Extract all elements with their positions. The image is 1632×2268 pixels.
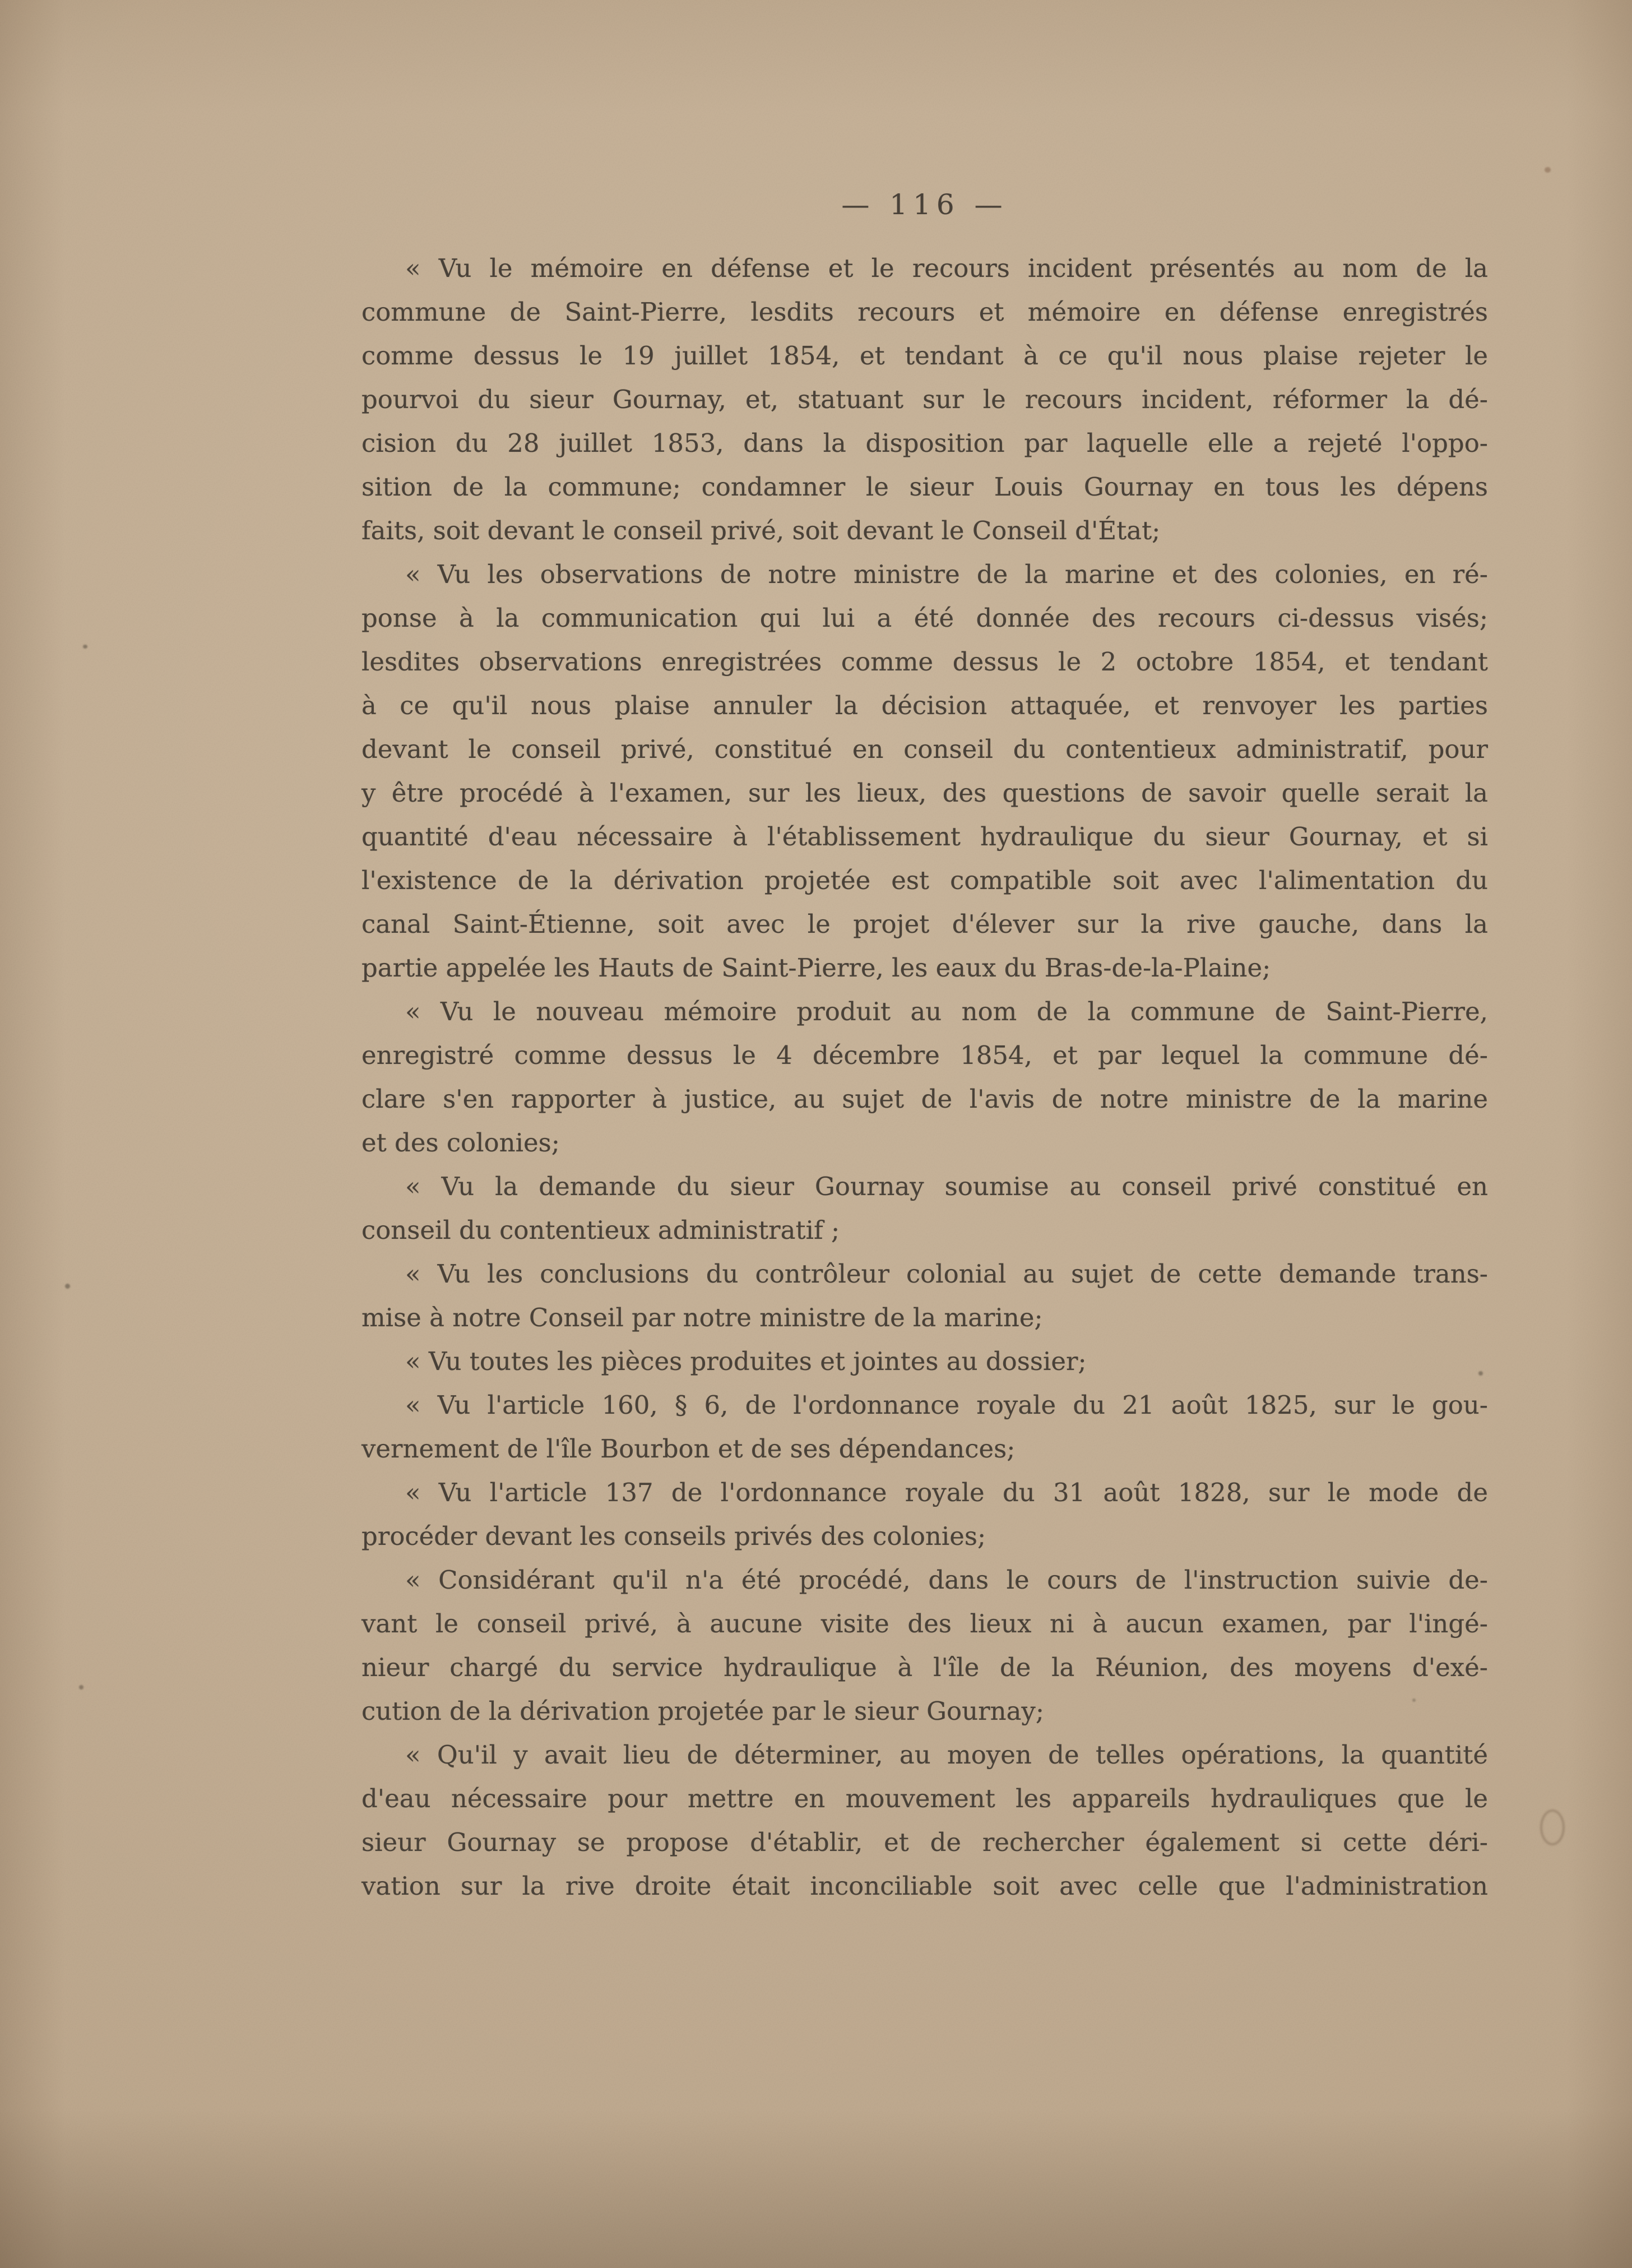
text-line: « Vu l'article 137 de l'ordonnance royale du 31 août 1828, sur le mode de xyxy=(405,1478,1488,1507)
text-line: « Vu toutes les pièces produites et jointes au dossier; xyxy=(405,1346,1087,1376)
text-line: cision du 28 juillet 1853, dans la disposition par laquelle elle a rejeté l'oppo- xyxy=(361,428,1488,458)
text-line: à ce qu'il nous plaise annuler la décision attaquée, et renvoyer les parties xyxy=(361,691,1488,720)
text-line: canal Saint-Étienne, soit avec le projet d'élever sur la rive gauche, dans la xyxy=(361,909,1488,939)
text-line: conseil du contentieux administratif ; xyxy=(361,1215,840,1245)
text-line: ponse à la communication qui lui a été donnée des recours ci-dessus visés; xyxy=(361,603,1488,633)
text-line: cution de la dérivation projetée par le sieur Gournay; xyxy=(361,1696,1045,1726)
scan-speck xyxy=(1545,167,1551,173)
text-line: enregistré comme dessus le 4 décembre 1854, et par lequel la commune dé- xyxy=(361,1040,1488,1070)
text-line: « Vu l'article 160, § 6, de l'ordonnance royale du 21 août 1825, sur le gou- xyxy=(405,1390,1488,1420)
text-line: sieur Gournay se propose d'établir, et de rechercher également si cette déri- xyxy=(361,1827,1488,1857)
text-line: comme dessus le 19 juillet 1854, et tendant à ce qu'il nous plaise rejeter le xyxy=(361,341,1488,371)
text-line: vernement de l'île Bourbon et de ses dépendances; xyxy=(361,1434,1016,1464)
text-line: sition de la commune; condamner le sieur Louis Gournay en tous les dépens xyxy=(361,472,1488,502)
text-line: « Vu les observations de notre ministre de la marine et des colonies, en ré- xyxy=(405,559,1488,589)
text-line: commune de Saint-Pierre, lesdits recours et mémoire en défense enregistrés xyxy=(361,297,1488,327)
document-body-text xyxy=(361,247,1488,1908)
text-line: « Vu le mémoire en défense et le recours incident présentés au nom de la xyxy=(405,253,1488,283)
text-line: pourvoi du sieur Gournay, et, statuant sur le recours incident, réformer la dé- xyxy=(361,385,1488,414)
text-line: procéder devant les conseils privés des colonies; xyxy=(361,1521,986,1551)
text-line: d'eau nécessaire pour mettre en mouvement les appareils hydrauliques que le xyxy=(361,1784,1488,1813)
text-line: partie appelée les Hauts de Saint-Pierre, les eaux du Bras-de-la-Plaine; xyxy=(361,953,1271,983)
scan-speck xyxy=(79,1685,84,1690)
text-line: vation sur la rive droite était inconciliable soit avec celle que l'administration xyxy=(361,1871,1488,1901)
text-line: l'existence de la dérivation projetée est compatible soit avec l'alimentation du xyxy=(361,865,1488,895)
text-line: faits, soit devant le conseil privé, soit devant le Conseil d'État; xyxy=(361,516,1161,545)
text-line: nieur chargé du service hydraulique à l'île de la Réunion, des moyens d'exé- xyxy=(361,1653,1488,1682)
text-line: « Qu'il y avait lieu de déterminer, au moyen de telles opérations, la quantité xyxy=(405,1740,1488,1770)
scan-speck xyxy=(1412,1698,1416,1702)
text-line: « Vu les conclusions du contrôleur colonial au sujet de cette demande trans- xyxy=(405,1259,1488,1289)
page-number-header: — 116 — xyxy=(841,188,1008,221)
ghost-ink-impression xyxy=(1540,1809,1565,1845)
text-line: quantité d'eau nécessaire à l'établissement hydraulique du sieur Gournay, et si xyxy=(361,822,1488,851)
text-line: clare s'en rapporter à justice, au sujet de l'avis de notre ministre de la marine xyxy=(361,1084,1488,1114)
scan-speck xyxy=(83,645,87,649)
text-line: « Vu la demande du sieur Gournay soumise au conseil privé constitué en xyxy=(405,1172,1488,1201)
text-line: et des colonies; xyxy=(361,1128,560,1158)
text-line: lesdites observations enregistrées comme dessus le 2 octobre 1854, et tendant xyxy=(361,647,1488,677)
text-line: devant le conseil privé, constitué en conseil du contentieux administratif, pour xyxy=(361,734,1488,764)
text-line: « Considérant qu'il n'a été procédé, dans le cours de l'instruction suivie de- xyxy=(405,1565,1488,1595)
scan-speck xyxy=(1478,1371,1483,1376)
text-line: « Vu le nouveau mémoire produit au nom de la commune de Saint-Pierre, xyxy=(405,997,1488,1026)
text-line: vant le conseil privé, à aucune visite des lieux ni à aucun examen, par l'ingé- xyxy=(361,1609,1488,1638)
scan-speck xyxy=(65,1284,70,1289)
text-line: mise à notre Conseil par notre ministre de la marine; xyxy=(361,1303,1043,1332)
text-line: y être procédé à l'examen, sur les lieux, des questions de savoir quelle serait la xyxy=(361,778,1488,808)
